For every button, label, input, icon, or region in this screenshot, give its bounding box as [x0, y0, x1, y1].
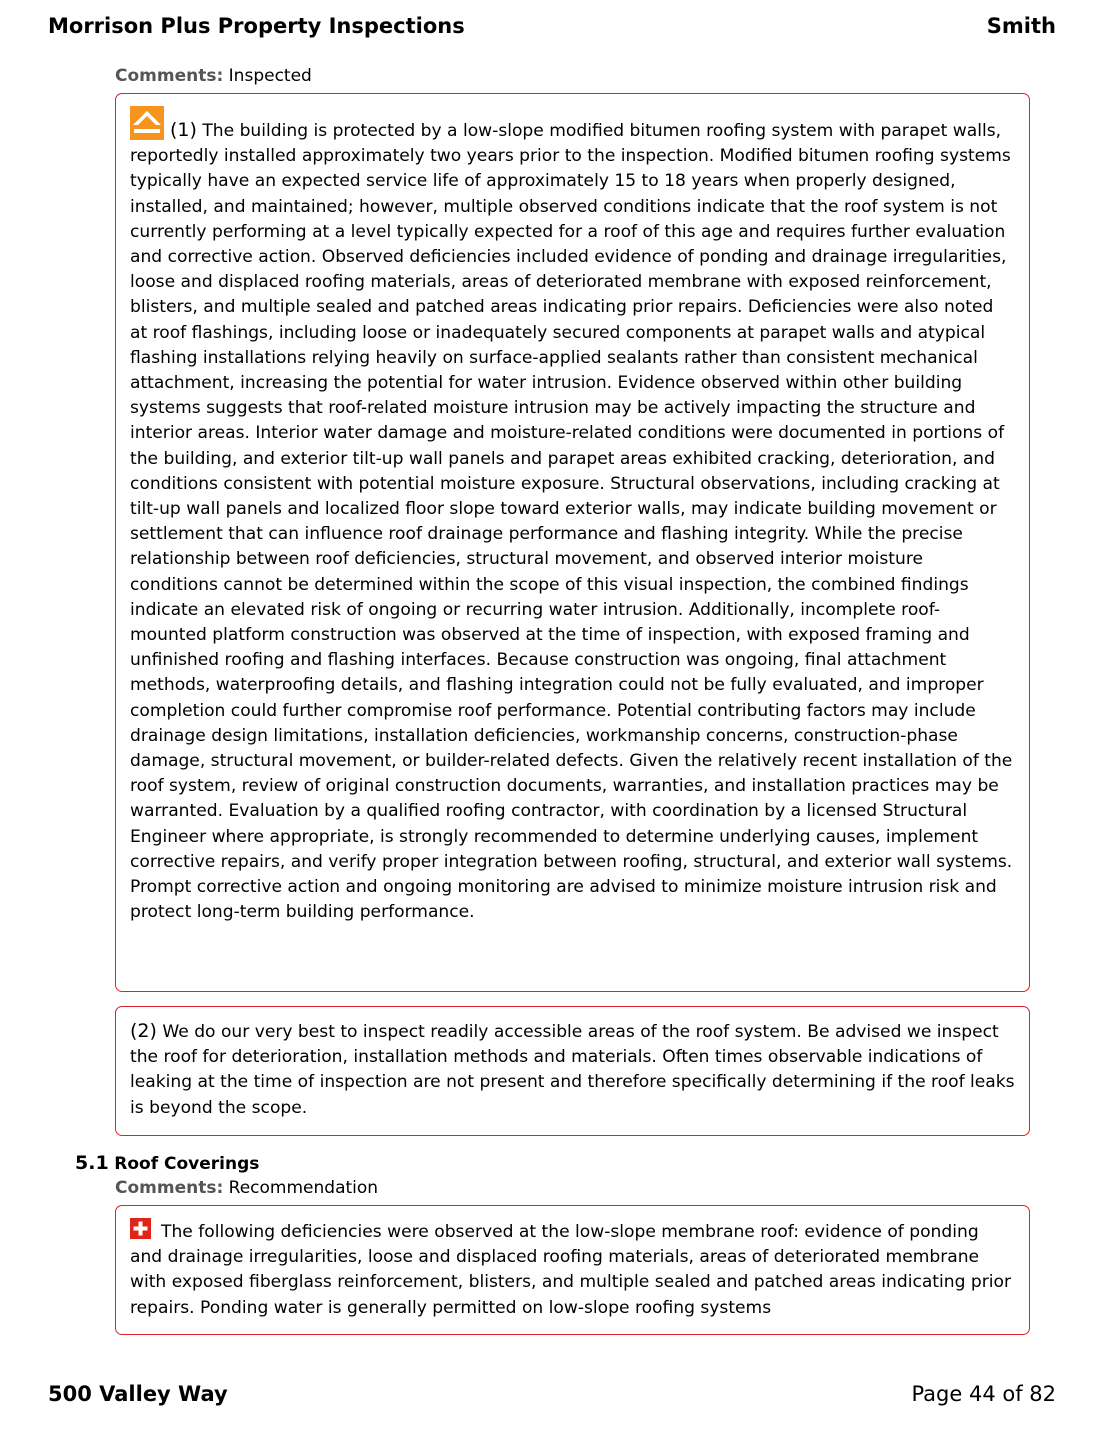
page-number: Page 44 of 82 — [911, 1382, 1056, 1406]
section-comments-label: Comments: — [115, 1178, 224, 1198]
comment-3-text: The following deficiencies were observed at the low-slope membrane roof: evidence of ponding and drainage irregularities, loose and displaced roofing materials, areas of deteriorated membrane with exposed fiberglass reinforcement, blisters, and multiple sealed and patched areas indicating prior repairs. Ponding water is generally permitted on low-slope roofing systems — [130, 1222, 1011, 1318]
comment-2-paragraph — [130, 1019, 1015, 1121]
property-address: 500 Valley Way — [48, 1382, 228, 1406]
comments-value: Inspected — [228, 66, 312, 86]
section-number: 5.1 — [75, 1152, 109, 1174]
comment-3-paragraph — [130, 1218, 1015, 1321]
comment-1-paragraph — [130, 106, 1015, 926]
comments-label: Comments: — [115, 66, 224, 86]
comment-box-3 — [115, 1205, 1030, 1335]
comment-box-1 — [115, 93, 1030, 992]
company-name: Morrison Plus Property Inspections — [48, 14, 465, 38]
section-comments-value: Recommendation — [228, 1178, 379, 1198]
section-heading — [75, 1150, 259, 1177]
comment-2-number: (2) — [130, 1020, 157, 1042]
comment-1-text: The building is protected by a low-slope modified bitumen roofing system with parapet walls, reportedly installed approximately two years prior to the inspection. Modified bitumen roofing systems typically have an expected service life of approximately 15 to 18 years when properly designed, installed, and maintained; however, multiple observed conditions indicate that the roof system is not currently performing at a level typically expected for a roof of this age and requires further evaluation and corrective action. Observed deficiencies included evidence of ponding and drainage irregularities, loose and displaced roofing materials, areas of deteriorated membrane with exposed reinforcement, blisters, and multiple sealed and patched areas indicating prior repairs. Deficiencies were also noted at roof flashings, including loose or inadequately secured components at parapet walls and atypical flashing installations relying heavily on surface-applied sealants rather than consistent mechanical attachment, increasing the potential for water intrusion. Evidence observed within other building systems suggests that roof-related moisture intrusion may be actively impacting the structure and interior areas. Interior water damage and moisture-related conditions were documented in portions of the building, and exterior tilt-up wall panels and parapet areas exhibited cracking, deterioration, and conditions consistent with potential moisture exposure. Structural observations, including cracking at tilt-up wall panels and localized floor slope toward exterior walls, may indicate building movement or settlement that can influence roof drainage performance and flashing integrity. While the precise relationship between roof deficiencies, structural movement, and observed interior moisture conditions cannot be determined within the scope of this visual inspection, the combined findings indicate an elevated risk of ongoing or recurring water intrusion. Additionally, incomplete roof-mounted platform construction was observed at the time of inspection, with exposed framing and unfinished roofing and flashing interfaces. Because construction was ongoing, final attachment methods, waterproofing details, and flashing integration could not be fully evaluated, and improper completion could further compromise roof performance. Potential contributing factors may include drainage design limitations, installation deficiencies, workmanship concerns, construction-phase damage, structural movement, or builder-related defects. Given the relatively recent installation of the roof system, review of original construction documents, warranties, and installation practices may be warranted. Evaluation by a qualified roofing contractor, with coordination by a licensed Structural Engineer where appropriate, is strongly recommended to determine underlying causes, implement corrective repairs, and verify proper integration between roofing, structural, and exterior wall systems. Prompt corrective action and ongoing monitoring are advised to minimize moisture intrusion risk and protect long-term building performance. — [130, 121, 1013, 923]
comment-box-2 — [115, 1006, 1030, 1136]
section-comments-line — [115, 1177, 378, 1199]
comments-status-line — [115, 65, 312, 87]
section-title: Roof Coverings — [114, 1154, 260, 1174]
comment-1-number: (1) — [170, 119, 197, 141]
red-cross-icon — [130, 1218, 151, 1239]
comment-2-text: We do our very best to inspect readily accessible areas of the roof system. Be advised we inspect the roof for deterioration, installation methods and materials. Often times observable indications of leaking at the time of inspection are not present and therefore specifically determining if the roof leaks is beyond the scope. — [130, 1022, 1015, 1118]
page-footer — [48, 1380, 1056, 1408]
orange-roof-icon — [130, 106, 164, 140]
page-header — [48, 12, 1056, 40]
client-name: Smith — [986, 14, 1056, 38]
